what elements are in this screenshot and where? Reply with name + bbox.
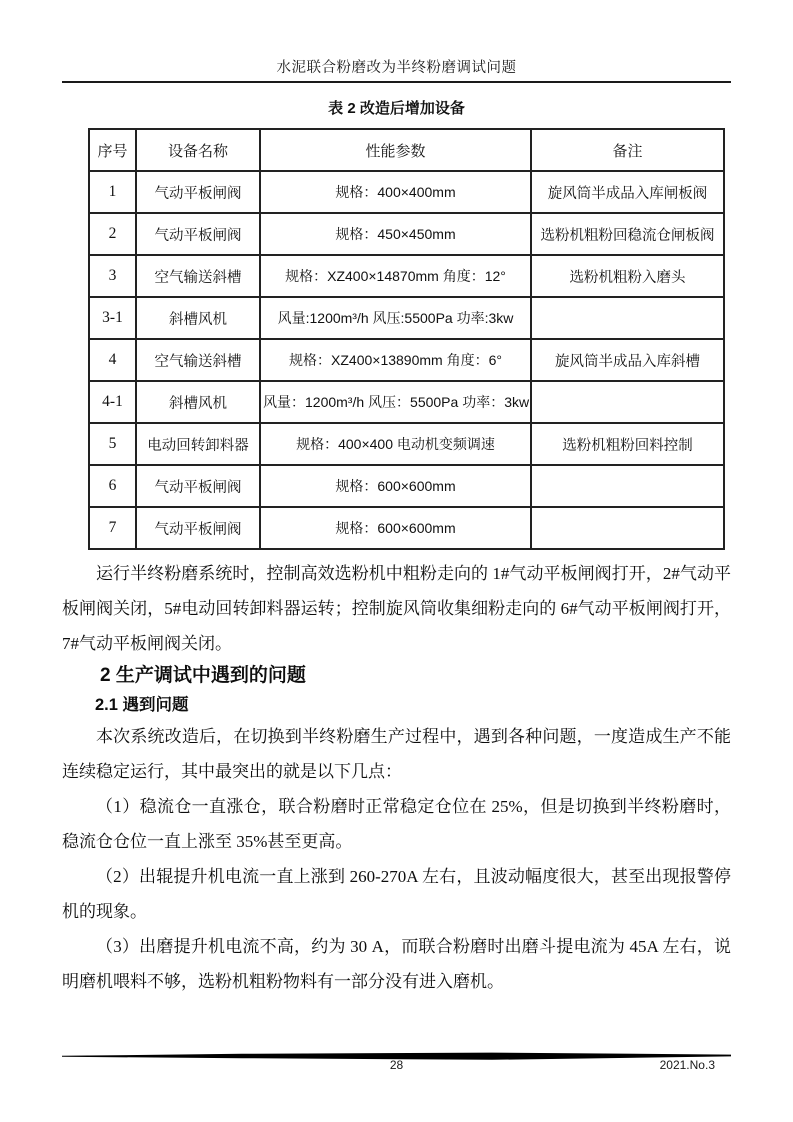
device-params: 规格：400×400mm: [260, 171, 531, 213]
device-note: 选粉机粗粉回稳流仓闸板阀: [531, 213, 724, 255]
device-params: 规格：XZ400×13890mm 角度：6°: [260, 339, 531, 381]
device-note: 旋风筒半成品入库闸板阀: [531, 171, 724, 213]
device-note: 选粉机粗粉回料控制: [531, 423, 724, 465]
row-no: 6: [89, 465, 136, 507]
table-header-row: [89, 129, 724, 171]
device-params: 规格：600×600mm: [260, 507, 531, 549]
article-body: [62, 556, 731, 999]
device-name: 斜槽风机: [136, 381, 260, 423]
page-footer: [62, 1058, 731, 1076]
table-row: [89, 171, 724, 213]
device-note: 选粉机粗粉入磨头: [531, 255, 724, 297]
page-number: 28: [389, 1058, 404, 1072]
device-name: 空气输送斜槽: [136, 339, 260, 381]
device-params: 规格：450×450mm: [260, 213, 531, 255]
device-name: 气动平板闸阀: [136, 213, 260, 255]
section-heading: 2 生产调试中遇到的问题: [100, 665, 306, 686]
row-no: 3: [89, 255, 136, 297]
col-header-no: 序号: [89, 129, 136, 171]
device-name: 电动回转卸料器: [136, 423, 260, 465]
running-header: 水泥联合粉磨改为半终粉磨调试问题: [276, 60, 517, 76]
row-no: 5: [89, 423, 136, 465]
table-caption: 表 2 改造后增加设备: [328, 100, 465, 117]
row-no: 7: [89, 507, 136, 549]
table-row: [89, 423, 724, 465]
device-note: [531, 465, 724, 507]
row-no: 4-1: [89, 381, 136, 423]
paragraph-problem-3: （3）出磨提升机电流不高，约为 30 A，而联合粉磨时出磨斗提电流为 45A 左右，说明磨机喂料不够，选粉机粗粉物料有一部分没有进入磨机。: [62, 937, 731, 991]
col-header-note: 备注: [531, 129, 724, 171]
row-no: 1: [89, 171, 136, 213]
device-note: 旋风筒半成品入库斜槽: [531, 339, 724, 381]
paragraph-operating-description: 运行半终粉磨系统时，控制高效选粉机中粗粉走向的 1#气动平板闸阀打开，2#气动平板闸阀关闭，5#电动回转卸料器运转；控制旋风筒收集细粉走向的 6#气动平板闸阀打开，7#气动平板闸阀关闭。: [62, 564, 731, 653]
device-params: 规格：XZ400×14870mm 角度：12°: [260, 255, 531, 297]
equipment-table: [88, 128, 725, 550]
row-no: 3-1: [89, 297, 136, 339]
subsection-heading: 2.1 遇到问题: [95, 696, 189, 714]
device-note: [531, 297, 724, 339]
device-params: 规格：400×400 电动机变频调速: [260, 423, 531, 465]
paragraph-problem-1: （1）稳流仓一直涨仓，联合粉磨时正常稳定仓位在 25%，但是切换到半终粉磨时，稳流仓仓位一直上涨至 35%甚至更高。: [62, 797, 731, 851]
device-note: [531, 381, 724, 423]
device-params: 风量：1200m³/h 风压：5500Pa 功率：3kw: [260, 381, 531, 423]
paragraph-intro: 本次系统改造后，在切换到半终粉磨生产过程中，遇到各种问题，一度造成生产不能连续稳定运行，其中最突出的就是以下几点：: [62, 727, 731, 781]
table-row: [89, 213, 724, 255]
device-params: 风量:1200m³/h 风压:5500Pa 功率:3kw: [260, 297, 531, 339]
table-row: [89, 339, 724, 381]
table-row: [89, 465, 724, 507]
device-name: 气动平板闸阀: [136, 171, 260, 213]
device-name: 斜槽风机: [136, 297, 260, 339]
device-note: [531, 507, 724, 549]
footer-rule: [62, 1048, 731, 1057]
device-name: 气动平板闸阀: [136, 507, 260, 549]
row-no: 2: [89, 213, 136, 255]
table-row: [89, 381, 724, 423]
table-row: [89, 297, 724, 339]
device-name: 气动平板闸阀: [136, 465, 260, 507]
device-name: 空气输送斜槽: [136, 255, 260, 297]
device-params: 规格：600×600mm: [260, 465, 531, 507]
col-header-params: 性能参数: [260, 129, 531, 171]
paragraph-problem-2: （2）出辊提升机电流一直上涨到 260-270A 左右，且波动幅度很大，甚至出现报警停机的现象。: [62, 867, 731, 921]
col-header-name: 设备名称: [136, 129, 260, 171]
table-row: [89, 255, 724, 297]
issue-number: 2021.No.3: [659, 1058, 715, 1072]
row-no: 4: [89, 339, 136, 381]
header-rule: [62, 81, 731, 83]
table-row: [89, 507, 724, 549]
